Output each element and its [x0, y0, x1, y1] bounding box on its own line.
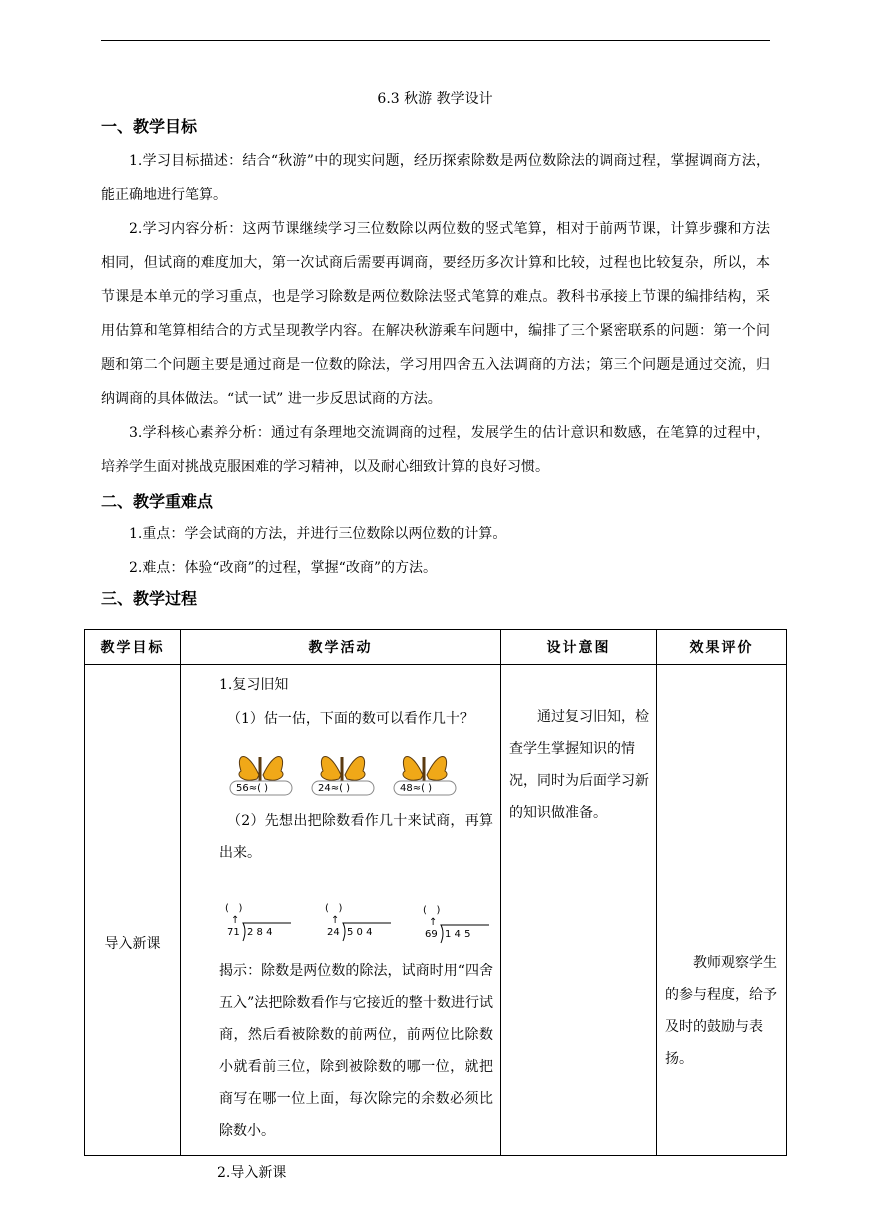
- document-title: 6.3 秋游 教学设计: [377, 91, 493, 107]
- header-goal: 教学目标: [85, 630, 181, 665]
- paragraph-core-literacy: 3.学科核心素养分析：通过有条理地交流调商的过程，发展学生的估计意识和数感，在笔算的过程中，培养学生面对挑战克服困难的学习精神，以及耐心细致计算的良好习惯。: [101, 425, 770, 475]
- dividend: 5 0 4: [347, 927, 373, 938]
- butterfly-card: [229, 745, 293, 805]
- table-header-row: [85, 630, 787, 665]
- activity-question-divide: （2）先想出把除数看作几十来试商，再算出来。: [219, 813, 493, 861]
- goal-text: 导入新课: [104, 936, 161, 952]
- division-problem: ( ) ↑ 69 1 4 5: [423, 905, 493, 949]
- activity-step-introduce: 2.导入新课: [217, 1165, 287, 1181]
- butterfly-label: 48≈( ): [400, 783, 433, 794]
- butterfly-card: [311, 745, 375, 805]
- intent-cell: [501, 665, 657, 1156]
- divisor: 69: [425, 929, 438, 940]
- activity-question-estimate: （1）估一估，下面的数可以看作几十？: [227, 711, 474, 727]
- paragraph-key-point: 1.重点：学会试商的方法，并进行三位数除以两位数的计算。: [129, 526, 507, 542]
- divisor: 24: [327, 927, 340, 938]
- butterfly-label: 56≈( ): [236, 783, 269, 794]
- paragraph-goal-description: 1.学习目标描述：结合“秋游”中的现实问题，经历探索除数是两位数除法的调商过程，掌握调商方法，能正确地进行笔算。: [101, 153, 770, 203]
- dividend: 1 4 5: [445, 929, 471, 940]
- dividend: 2 8 4: [247, 927, 273, 938]
- division-problem: ( ) ↑ 71 2 8 4: [225, 903, 295, 947]
- section-heading-key-points: 二、教学重难点: [101, 492, 214, 511]
- activity-cell: [181, 665, 501, 1181]
- section-heading-goals: 一、教学目标: [101, 117, 198, 136]
- paragraph-content-analysis: 2.学习内容分析：这两节课继续学习三位数除以两位数的竖式笔算，相对于前两节课，计算步骤和方法相同，但试商的难度加大，第一次试商后需要再调商，要经历多次计算和比较，过程也比较复杂，所以，本节课是本单元的学习重点，也是学习除数是两位数除法竖式笔算的难点。教科书承接上节课的编排结构，采用估算和笔算相结合的方式呈现教学内容。在解决秋游乘车问题中，编排了三个紧密联系的问题：第一个问题和第二个问题主要是通过商是一位数的除法，学习用四舍五入法调商的方法；第三个问题是通过交流，归纳调商的具体做法。“试一试” 进一步反思试商的方法。: [101, 221, 770, 407]
- teaching-process-table: [84, 629, 787, 1181]
- evaluation-cell: [657, 665, 787, 1156]
- paragraph-difficult-point: 2.难点：体验“改商”的过程，掌握“改商”的方法。: [129, 560, 437, 576]
- header-activity: 教学活动: [181, 630, 501, 665]
- section-heading-process: 三、教学过程: [101, 589, 198, 608]
- butterfly-card: [393, 745, 457, 805]
- header-rule: [101, 40, 770, 41]
- divisor: 71: [227, 927, 240, 938]
- header-intent: 设计意图: [501, 630, 657, 665]
- intent-text: 通过复习旧知，检查学生掌握知识的情况，同时为后面学习新的知识做准备。: [509, 709, 649, 821]
- activity-reveal: 揭示：除数是两位数的除法，试商时用“四舍五入”法把除数看作与它接近的整十数进行试商，然后看被除数的前两位，前两位比除数小就看前三位，除到被除数的哪一位，就把商写在哪一位上面，每次除完的余数必须比除数小。: [219, 963, 493, 1139]
- evaluation-text: 教师观察学生的参与程度，给予及时的鼓励与表扬。: [665, 955, 777, 1067]
- division-problem: ( ) ↑ 24 5 0 4: [325, 903, 395, 947]
- header-evaluation: 效果评价: [657, 630, 787, 665]
- table-row: [85, 665, 787, 1156]
- activity-step-review: 1.复习旧知: [219, 677, 289, 693]
- butterfly-label: 24≈( ): [318, 783, 351, 794]
- goal-cell: [85, 665, 181, 1156]
